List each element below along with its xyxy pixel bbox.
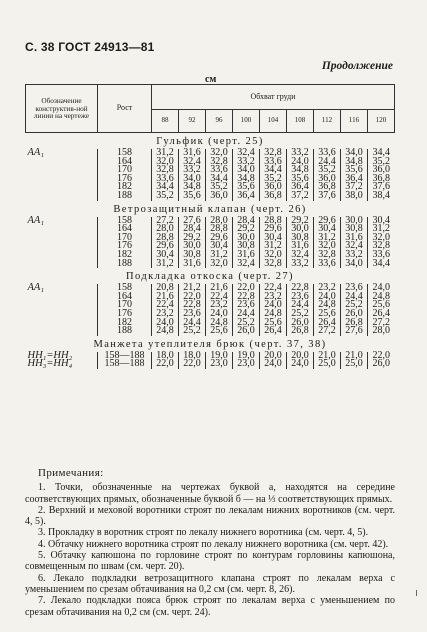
table-cell: 28,4: [237, 214, 255, 226]
table-cell: 34,8: [291, 164, 309, 176]
table-cell: 20,0: [264, 349, 282, 361]
table-cell: 32,4: [291, 248, 309, 260]
table-cell: 31,6: [183, 147, 201, 158]
table-cell: 25,6: [264, 316, 282, 328]
value-cell: [233, 149, 260, 201]
value-cell: [206, 284, 233, 336]
continuation-label: Продолжение: [321, 60, 393, 72]
section-title: Гульфик (черт. 25): [156, 136, 264, 147]
table-cell: 24,0: [318, 290, 336, 302]
table-cell: 158—188: [104, 358, 145, 370]
table-cell: 31,6: [345, 231, 363, 243]
note-item: 3. Прокладку в воротник строят по лекалу нижнего воротника (см. черт. 4, 5).: [38, 527, 369, 539]
value-cell: [152, 149, 179, 201]
girth-header: 104: [260, 110, 287, 133]
table-cell: 27,6: [345, 325, 363, 337]
table-row-group: [26, 149, 395, 201]
table-cell: 22,0: [183, 290, 201, 302]
table-cell: 176: [117, 240, 132, 252]
table-cell: 22,0: [237, 282, 255, 294]
height-cell: [98, 214, 152, 269]
table-cell: 23,2: [264, 290, 282, 302]
column-header-designation: Обозначение конструктив-ной линии на чертеже: [26, 85, 98, 133]
line-designation-cell: [26, 349, 98, 370]
table-cell: 36,0: [318, 172, 336, 184]
table-cell: 36,8: [318, 181, 336, 193]
table-cell: 26,4: [372, 307, 390, 319]
table-cell: 32,0: [210, 147, 228, 158]
table-cell: 29,6: [156, 240, 174, 252]
table-row-group: [26, 284, 395, 336]
table-cell: 29,2: [291, 214, 309, 226]
table-cell: 30,0: [183, 240, 201, 252]
table-cell: 33,6: [372, 248, 390, 260]
table-cell: 32,0: [318, 240, 336, 252]
table-cell: 36,8: [264, 189, 282, 201]
table-cell: 31,2: [372, 223, 390, 235]
table-cell: 24,4: [237, 307, 255, 319]
table-cell: 28,4: [183, 223, 201, 235]
table-cell: 30,0: [237, 231, 255, 243]
table-cell: 21,0: [345, 349, 363, 361]
table-cell: 23,2: [156, 307, 174, 319]
table-cell: 33,2: [183, 164, 201, 176]
table-cell: 20,0: [291, 349, 309, 361]
table-cell: 33,6: [210, 164, 228, 176]
value-cell: [179, 284, 206, 336]
note-item: 2. Верхний и меховой воротники строят по лекалам нижних воротников (см. черт. 4, 5).: [25, 504, 395, 528]
table-cell: 30,4: [318, 223, 336, 235]
table-cell: 34,4: [210, 172, 228, 184]
note-item: 7. Лекало подкладки пояса брюк строят по лекалам верха с уменьшением по срезам обтачивания на 0,2 см (см. черт. 24).: [25, 595, 395, 618]
table-cell: 36,0: [372, 164, 390, 176]
table-cell: 182: [117, 316, 132, 328]
line-designation-cell: [26, 214, 98, 269]
table-cell: 34,4: [372, 257, 390, 269]
table-cell: 25,0: [318, 358, 336, 370]
girth-header: 108: [287, 110, 314, 133]
table-cell: 32,8: [318, 248, 336, 260]
table-cell: 30,8: [183, 248, 201, 260]
table-cell: 26,0: [291, 316, 309, 328]
value-cell: [260, 149, 287, 201]
table-cell: 25,0: [345, 358, 363, 370]
table-cell: 26,4: [318, 316, 336, 328]
column-header-girth: Обхват груди: [152, 85, 395, 110]
table-cell: 24,8: [156, 325, 174, 337]
table-cell: 26,8: [345, 316, 363, 328]
table-cell: 34,0: [345, 257, 363, 269]
table-cell: 24,0: [291, 358, 309, 370]
table-cell: 28,0: [156, 223, 174, 235]
table-cell: 22,8: [291, 282, 309, 294]
table-cell: 26,0: [237, 325, 255, 337]
table-cell: 23,2: [210, 299, 228, 311]
table-cell: 34,4: [156, 181, 174, 193]
table-cell: 31,2: [318, 231, 336, 243]
table-cell: 35,2: [156, 189, 174, 201]
table-cell: 28,8: [264, 214, 282, 226]
table-cell: 38,0: [345, 189, 363, 201]
table-cell: AA₁: [27, 214, 44, 226]
table-cell: 33,6: [264, 155, 282, 167]
table-cell: 33,6: [156, 172, 174, 184]
table-cell: 32,4: [237, 147, 255, 158]
girth-header: 112: [314, 110, 341, 133]
value-cell: [368, 149, 395, 201]
value-cell: [206, 349, 233, 370]
table-cell: 24,4: [291, 299, 309, 311]
table-cell: 37,6: [318, 189, 336, 201]
value-cell: [179, 349, 206, 370]
table-cell: 34,8: [237, 172, 255, 184]
value-cell: [233, 349, 260, 370]
line-designation-cell: [26, 284, 98, 336]
unit-label: см: [205, 74, 217, 85]
table-cell: 35,2: [372, 155, 390, 167]
margin-mark: [416, 590, 417, 596]
table-cell: 26,0: [345, 307, 363, 319]
table-cell: 23,6: [345, 282, 363, 294]
table-cell: 33,2: [291, 147, 309, 158]
table-cell: 31,6: [291, 240, 309, 252]
table-cell: 29,2: [237, 223, 255, 235]
table-cell: 24,8: [264, 307, 282, 319]
table-cell: 188: [117, 257, 132, 269]
section-title: Ветрозащитный клапан (черт. 26): [113, 203, 307, 215]
table-cell: 28,8: [210, 223, 228, 235]
table-cell: 23,0: [237, 358, 255, 370]
value-cell: [314, 349, 341, 370]
table-cell: 24,8: [372, 290, 390, 302]
table-cell: 24,0: [372, 282, 390, 294]
table-cell: 24,8: [210, 316, 228, 328]
table-cell: 32,8: [156, 164, 174, 176]
table-cell: 34,4: [372, 147, 390, 158]
table-cell: 170: [117, 231, 132, 243]
table-cell: 23,6: [237, 299, 255, 311]
table-cell: AA₁: [27, 282, 44, 294]
table-cell: 34,8: [345, 155, 363, 167]
table-cell: 29,6: [210, 231, 228, 243]
table-cell: 26,4: [264, 325, 282, 337]
table-cell: 35,6: [183, 189, 201, 201]
value-cell: [260, 214, 287, 269]
table-cell: 25,2: [291, 307, 309, 319]
table-row-group: [26, 217, 395, 269]
table-cell: 34,0: [237, 164, 255, 176]
table-cell: 158—188: [104, 349, 145, 361]
girth-header: 92: [179, 110, 206, 133]
table-cell: 29,2: [183, 231, 201, 243]
table-cell: 158: [117, 214, 132, 226]
table-cell: 30,4: [264, 231, 282, 243]
column-header-height: Рост: [98, 85, 152, 133]
table-cell: 24,0: [264, 299, 282, 311]
table-cell: 27,6: [183, 214, 201, 226]
value-cell: [314, 149, 341, 201]
table-cell: 164: [117, 223, 132, 235]
note-item: 1. Точки, обозначенные на чертежах буквой a, находятся на середине соответствующих прямых, обозначенные буквой б — на ⅓ соответствующих прямых.: [25, 482, 395, 505]
measurements-table: [25, 84, 395, 369]
table-cell: 24,4: [318, 155, 336, 167]
value-cell: [287, 284, 314, 336]
table-cell: 19,0: [210, 349, 228, 361]
table-cell: 25,2: [183, 325, 201, 337]
table-cell: 22,4: [210, 290, 228, 302]
table-cell: 24,0: [210, 307, 228, 319]
table-cell: 34,4: [264, 164, 282, 176]
value-cell: [287, 149, 314, 201]
table-cell: 34,0: [183, 172, 201, 184]
table-cell: 26,8: [291, 325, 309, 337]
table-cell: HH₁=HH₂: [27, 349, 73, 361]
table-cell: 21,0: [318, 349, 336, 361]
table-cell: 24,4: [183, 316, 201, 328]
table-cell: 35,2: [318, 164, 336, 176]
table-cell: 32,0: [156, 155, 174, 167]
page-header: С. 38 ГОСТ 24913—81: [25, 40, 155, 54]
table-cell: 36,4: [291, 181, 309, 193]
table-cell: 31,2: [156, 257, 174, 269]
table-cell: 34,0: [345, 147, 363, 158]
table-cell: 33,6: [318, 147, 336, 158]
value-cell: [341, 284, 368, 336]
girth-header: 120: [368, 110, 395, 133]
notes-section: [25, 468, 395, 618]
table-cell: 36,4: [237, 189, 255, 201]
table-cell: 31,6: [237, 248, 255, 260]
value-cell: [152, 284, 179, 336]
table-cell: 22,0: [372, 349, 390, 361]
table-cell: 29,6: [264, 223, 282, 235]
table-cell: 32,4: [237, 257, 255, 269]
table-cell: 176: [117, 307, 132, 319]
table-cell: 21,6: [210, 282, 228, 294]
table-cell: HH₃=HH₄: [27, 358, 73, 370]
table-cell: 22,8: [237, 290, 255, 302]
value-cell: [206, 149, 233, 201]
table-cell: 32,0: [210, 257, 228, 269]
table-cell: 22,0: [183, 358, 201, 370]
table-cell: 22,4: [264, 282, 282, 294]
table-cell: 32,0: [372, 231, 390, 243]
table-cell: 31,6: [183, 257, 201, 269]
table-cell: 27,2: [318, 325, 336, 337]
height-cell: [98, 349, 152, 370]
table-cell: 176: [117, 172, 132, 184]
table-cell: 24,8: [318, 299, 336, 311]
height-cell: [98, 149, 152, 201]
table-cell: 29,6: [318, 214, 336, 226]
table-cell: 31,2: [210, 248, 228, 260]
table-cell: 21,6: [156, 290, 174, 302]
table-cell: 30,4: [210, 240, 228, 252]
table-cell: 30,8: [291, 231, 309, 243]
note-item: 4. Обтачку нижнего воротника строят по лекалу нижнего воротника (см. черт. 42).: [38, 538, 389, 550]
girth-header: 96: [206, 110, 233, 133]
table-cell: 34,8: [183, 181, 201, 193]
table-cell: 158: [117, 282, 132, 294]
table-cell: 23,2: [318, 282, 336, 294]
table-cell: 35,6: [345, 164, 363, 176]
table-cell: 25,6: [210, 325, 228, 337]
table-cell: 30,4: [372, 214, 390, 226]
table-cell: 36,0: [210, 189, 228, 201]
girth-header: 88: [152, 110, 179, 133]
value-cell: [341, 349, 368, 370]
table-cell: 24,0: [291, 155, 309, 167]
value-cell: [287, 349, 314, 370]
table-cell: 25,6: [318, 307, 336, 319]
section-title: Подкладка откоска (черт. 27): [126, 271, 294, 283]
value-cell: [368, 284, 395, 336]
value-cell: [287, 214, 314, 269]
table-cell: 158: [117, 147, 132, 158]
table-cell: 23,6: [291, 290, 309, 302]
table-cell: 30,0: [291, 223, 309, 235]
value-cell: [260, 349, 287, 370]
table-cell: 182: [117, 181, 132, 193]
table-cell: 21,2: [183, 282, 201, 294]
table-cell: 32,8: [210, 155, 228, 167]
table-cell: 27,2: [156, 214, 174, 226]
value-cell: [368, 349, 395, 370]
table-cell: 32,0: [264, 248, 282, 260]
table-cell: 164: [117, 290, 132, 302]
table-cell: 25,2: [345, 299, 363, 311]
table-cell: 38,4: [372, 189, 390, 201]
table-cell: 32,4: [183, 155, 201, 167]
table-cell: 22,8: [183, 299, 201, 311]
table-cell: 30,4: [156, 248, 174, 260]
value-cell: [179, 149, 206, 201]
table-cell: 32,4: [345, 240, 363, 252]
table-cell: 23,0: [210, 358, 228, 370]
value-cell: [152, 214, 179, 269]
table-cell: 30,8: [237, 240, 255, 252]
table-cell: 33,2: [237, 155, 255, 167]
table-cell: 30,0: [345, 214, 363, 226]
table-cell: 32,8: [372, 240, 390, 252]
girth-header: 116: [341, 110, 368, 133]
height-cell: [98, 284, 152, 336]
table-cell: AA₁: [27, 147, 44, 158]
table-cell: 35,2: [210, 181, 228, 193]
table-cell: 33,6: [318, 257, 336, 269]
value-cell: [341, 149, 368, 201]
table-cell: 27,2: [372, 316, 390, 328]
line-designation-cell: [26, 149, 98, 201]
table-cell: 35,6: [237, 181, 255, 193]
table-cell: 22,0: [156, 358, 174, 370]
note-item: 5. Обтачку капюшона по горловине строят по контурам горловины капюшона, совмещенным по швам (см. черт. 20).: [25, 550, 395, 573]
table-cell: 19,0: [237, 349, 255, 361]
table-row-group: [26, 352, 395, 369]
girth-header: 100: [233, 110, 260, 133]
value-cell: [179, 214, 206, 269]
table-cell: 36,8: [372, 172, 390, 184]
value-cell: [260, 284, 287, 336]
table-cell: 22,4: [156, 299, 174, 311]
table-cell: 182: [117, 248, 132, 260]
table-cell: 37,2: [345, 181, 363, 193]
table-cell: 32,8: [264, 147, 282, 158]
table-cell: 188: [117, 325, 132, 337]
notes-heading: Примечания:: [38, 467, 104, 479]
table-cell: 28,8: [156, 231, 174, 243]
table-cell: 25,2: [237, 316, 255, 328]
value-cell: [233, 214, 260, 269]
table-cell: 36,4: [345, 172, 363, 184]
table-cell: 35,2: [264, 172, 282, 184]
table-cell: 25,6: [372, 299, 390, 311]
table-cell: 188: [117, 189, 132, 201]
table-cell: 24,0: [156, 316, 174, 328]
note-item: 6. Лекало подкладки ветрозащитного клапана строят по лекалам верха с уменьшением по срезам обтачивания на 0,2 см (см. черт. 8, 26).: [25, 572, 395, 595]
table-cell: 33,2: [345, 248, 363, 260]
table-cell: 36,0: [264, 181, 282, 193]
table-cell: 35,6: [291, 172, 309, 184]
table-cell: 164: [117, 155, 132, 167]
table-cell: 37,2: [291, 189, 309, 201]
table-cell: 31,2: [264, 240, 282, 252]
table-cell: 30,8: [345, 223, 363, 235]
table-cell: 20,8: [156, 282, 174, 294]
table-cell: 24,4: [345, 290, 363, 302]
table-cell: 18,0: [183, 349, 201, 361]
table-cell: 26,0: [372, 358, 390, 370]
value-cell: [314, 214, 341, 269]
table-cell: 24,0: [264, 358, 282, 370]
section-title: Манжета утеплителя брюк (черт. 37, 38): [93, 338, 327, 350]
table-cell: 32,8: [264, 257, 282, 269]
table-cell: 18,0: [156, 349, 174, 361]
table-cell: 23,6: [183, 307, 201, 319]
table-cell: 28,0: [210, 214, 228, 226]
table-cell: 37,6: [372, 181, 390, 193]
table-cell: 170: [117, 299, 132, 311]
value-cell: [206, 214, 233, 269]
value-cell: [233, 284, 260, 336]
table-cell: 31,2: [156, 147, 174, 158]
table-cell: 33,2: [291, 257, 309, 269]
value-cell: [152, 349, 179, 370]
table-cell: 170: [117, 164, 132, 176]
value-cell: [341, 214, 368, 269]
value-cell: [368, 214, 395, 269]
table-cell: 28,0: [372, 325, 390, 337]
value-cell: [314, 284, 341, 336]
